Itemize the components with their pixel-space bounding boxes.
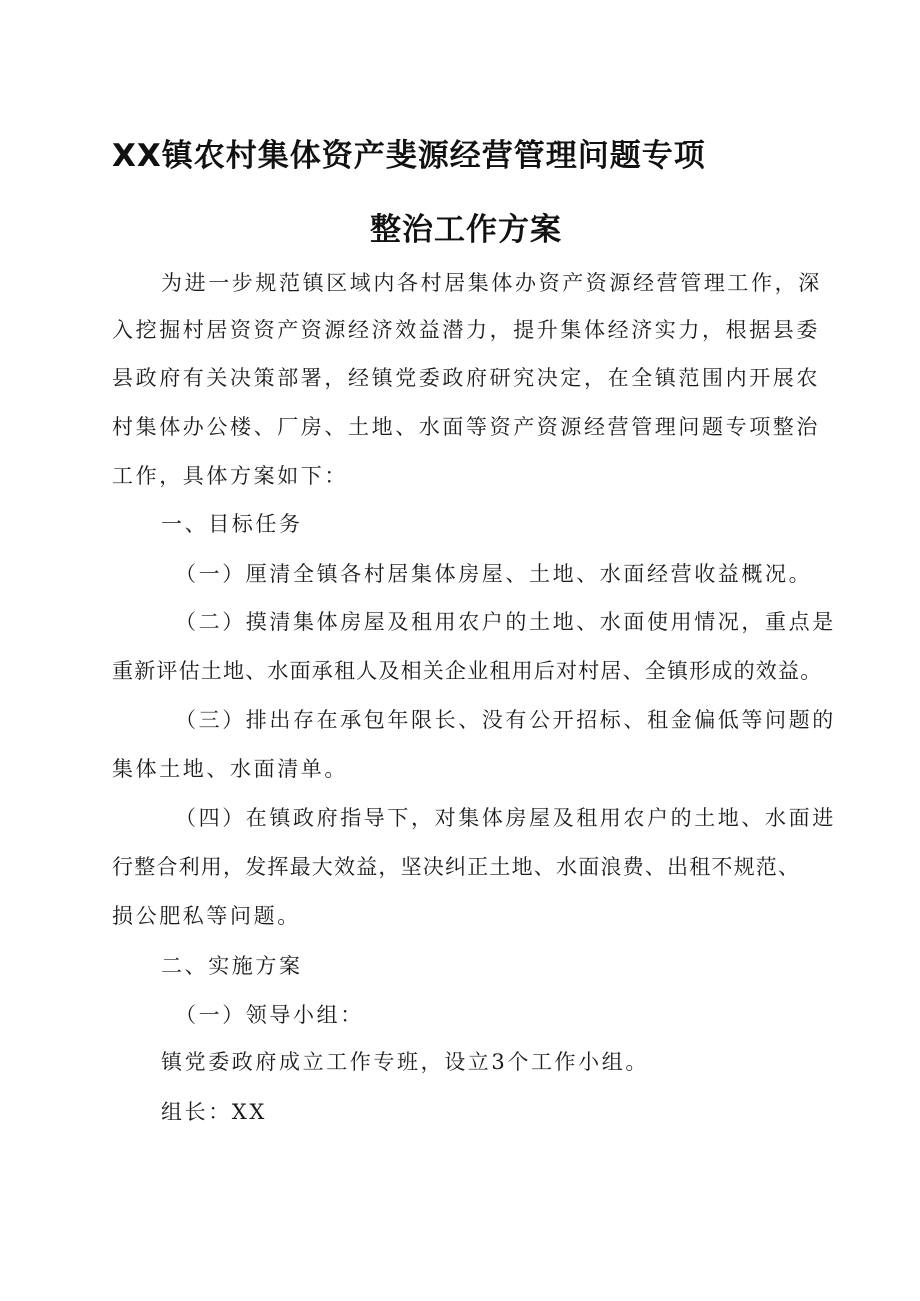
section-1-item-4-line-1: （四）在镇政府指导下，对集体房屋及租用农户的土地、水面进 <box>175 806 836 830</box>
intro-line-5: 工作，具体方案如下： <box>112 464 348 488</box>
intro-line-3: 县政府有关决策部署，经镇党委政府研究决定，在全镇范围内开展农 <box>112 366 820 390</box>
section-1-heading: 一、目标任务 <box>161 512 303 536</box>
section-1-item-4-line-2: 行整合利用，发挥最大效益，坚决纠正土地、水面浪费、出租不规范、 <box>112 855 801 879</box>
section-2-subheading-1: （一）领导小组： <box>175 1003 364 1027</box>
section-2-heading: 二、实施方案 <box>161 954 303 978</box>
intro-line-2: 入挖掘村居资资产资源经济效益潜力，提升集体经济实力，根据县委 <box>112 318 820 342</box>
section-1-item-2-line-1: （二）摸清集体房屋及租用农户的土地、水面使用情况，重点是 <box>175 610 836 634</box>
section-1-item-3-line-2: 集体土地、水面清单。 <box>112 757 348 781</box>
section-2-leader: 组长：XX <box>161 1100 267 1124</box>
intro-line-4: 村集体办公楼、厂房、土地、水面等资产资源经营管理问题专项整治 <box>112 415 820 439</box>
section-1-item-1: （一）厘清全镇各村居集体房屋、土地、水面经营收益概况。 <box>175 562 813 586</box>
intro-line-1: 为进一步规范镇区域内各村居集体办资产资源经营管理工作，深 <box>161 271 822 295</box>
section-1-item-4-line-3: 损公肥私等问题。 <box>112 904 301 928</box>
document-title-line-2: 整治工作方案 <box>370 212 562 248</box>
document-title-line-1: XX镇农村集体资产斐源经营管理问题专项 <box>112 138 706 174</box>
section-1-item-2-line-2: 重新评估土地、水面承租人及相关企业租用后对村居、全镇形成的效益。 <box>112 659 823 683</box>
section-1-item-3-line-1: （三）排出存在承包年限长、没有公开招标、租金偏低等问题的 <box>175 708 836 732</box>
section-2-paragraph: 镇党委政府成立工作专班，设立3个工作小组。 <box>161 1050 649 1074</box>
